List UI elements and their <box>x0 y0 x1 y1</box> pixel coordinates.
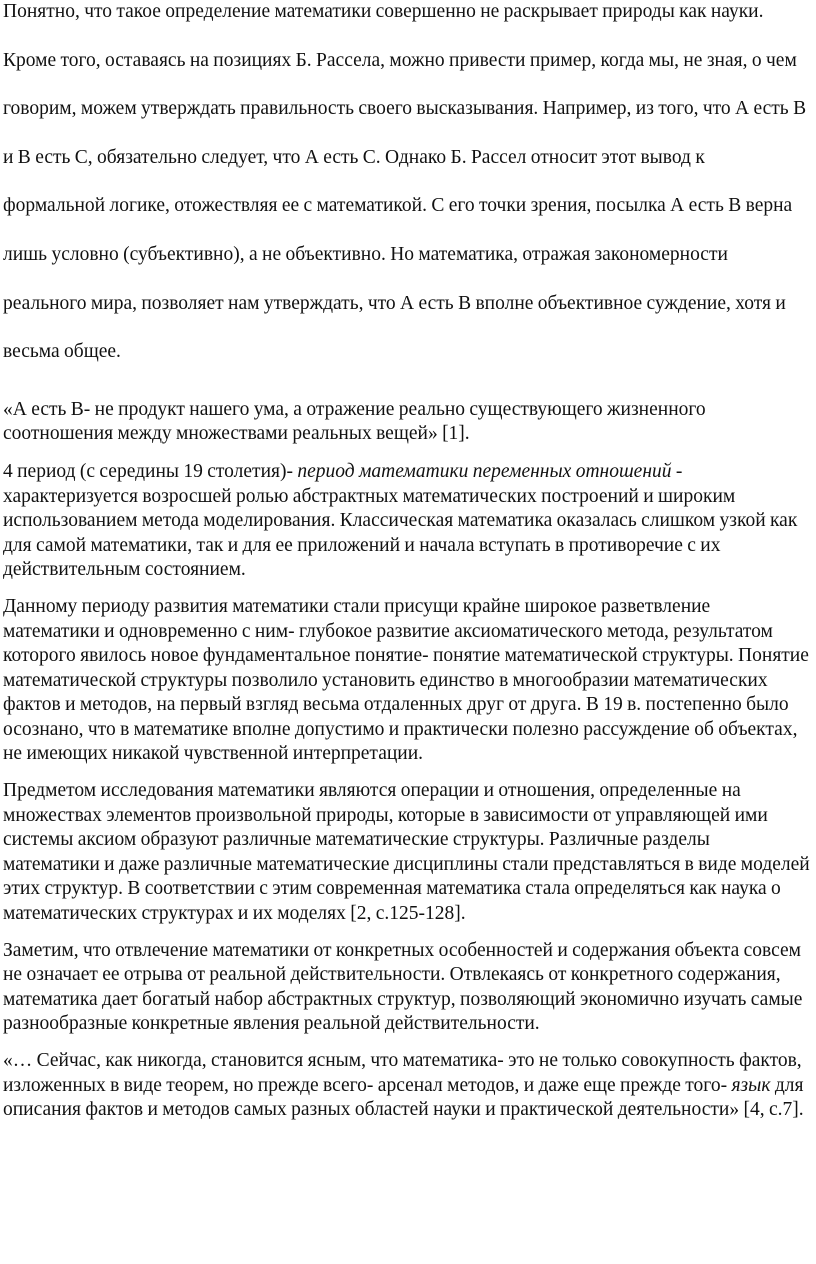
quote-language-lead: «… Сейчас, как никогда, становится ясным, что математика- это не только совокупность фактов, изложенных в виде теорем, но прежде всего- арсенал методов, и даже еще прежде того- <box>3 1050 802 1096</box>
paragraph-axiomatic-method: Данному периоду развития математики стали присущи крайне широкое разветвление математики и одновременно с ним- глубокое развитие аксиоматического метода, результатом которого явилось новое фундаментальное понятие- понятие математической структуры. Понятие математической структуры позволило установить единство в многообразии математических фактов и методов, на первый взгляд весьма отдаленных друг от друга. В 19 в. постепенно было осознано, что в математике вполне допустимо и практически полезно рассуждение об объектах, не имеющих никакой чувственной интерпретации. <box>3 595 809 765</box>
paragraph-mathematical-structures: Предметом исследования математики являются операции и отношения, определенные на множествах элементов произвольной природы, которые в зависимости от управляющей ими системы аксиом образуют различные математические структуры. Различные разделы математики и даже различные математические дисциплины стали представляться в виде моделей этих структур. В соответствии с этим современная математика стала определяться как наука о математических структурах и их моделях [2, с.125-128]. <box>3 780 810 925</box>
paragraph-abstraction: Заметим, что отвлечение математики от конкретных особенностей и содержания объекта совсем не означает ее отрыва от реальной действительности. Отвлекаясь от конкретного содержания, математика дает богатый набор абстрактных структур, позволяющий экономично изучать самые разнообразные конкретные явления реальной действительности. <box>3 939 803 1035</box>
paragraph-period-4 <box>3 460 810 583</box>
quote-language-rest: для описания фактов и методов самых разных областей науки и практической деятельности» [4, с.7]. <box>3 1074 804 1121</box>
paragraph-quote-language <box>3 1049 810 1123</box>
period-4-lead: 4 период (с середины 19 столетия)- <box>3 460 298 482</box>
paragraph-russell-example: Понятно, что такое определение математики совершенно не раскрывает природы как науки. Кроме того, оставаясь на позициях Б. Рассела, можно привести пример, когда мы, не зная, о чем говорим, можем утверждать правильность своего высказывания. Например, из того, что А есть В и В есть С, обязательно следует, что А есть С. Однако Б. Рассел относит этот вывод к формальной логике, отожествляя ее с математикой. С его точки зрения, посылка А есть В верна лишь условно (субъективно), а не объективно. Но математика, отражая закономерности реального мира, позволяет нам утверждать, что А есть В вполне объективное суждение, хотя и весьма общее. <box>3 1 807 363</box>
period-4-title: период математики переменных отношений <box>297 460 672 482</box>
paragraph-quote-a-is-b: «А есть В- не продукт нашего ума, а отражение реально существующего жизненного соотношения между множествами реальных вещей» [1]. <box>3 398 706 445</box>
period-4-description: - характеризуется возросшей ролью абстрактных математических построений и широким использованием метода моделирования. Классическая математика оказалась слишком узкой как для самой математики, так и для ее приложений и начала вступать в противоречие с их действительным состоянием. <box>3 460 798 581</box>
quote-language-italic-word: язык <box>731 1074 771 1096</box>
